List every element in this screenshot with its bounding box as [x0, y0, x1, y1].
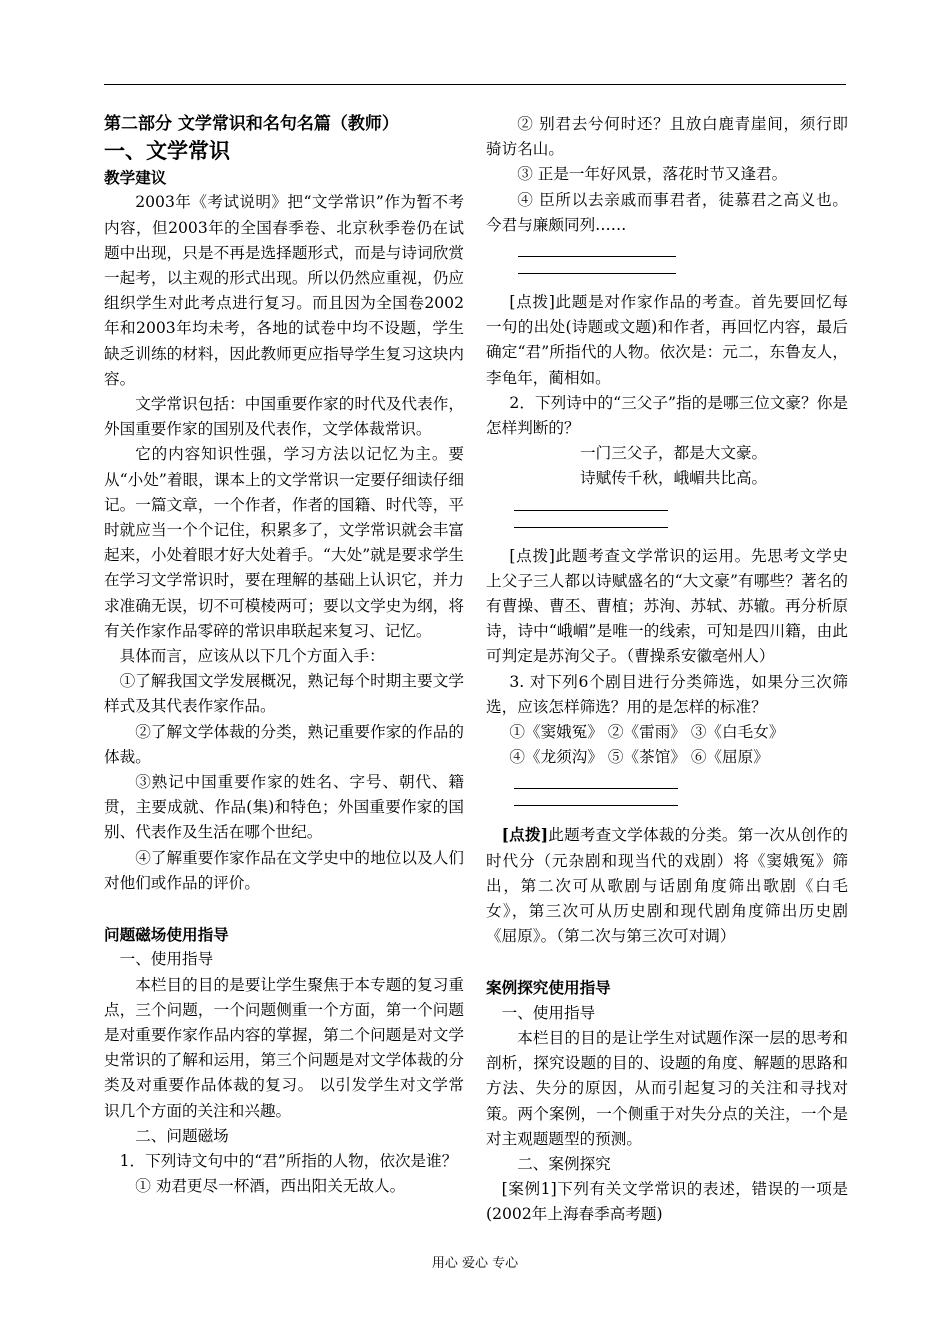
page-footer: 用心 爱心 专心 [431, 1256, 519, 1271]
question-item: ① 劝君更尽一杯酒，西出阳关无故人。 [135, 1177, 406, 1196]
left-column [104, 112, 464, 1199]
question-1: 1．下列诗文句中的“君”所指的人物，依次是谁？ [119, 1151, 458, 1170]
guide-heading: 问题磁场使用指导 [104, 925, 229, 945]
paragraph: 2003年《考试说明》把“文学常识”作为暂不考内容，但2003年的全国春季卷、北京秋季卷仍在试题中出现，只是不再是选择题形式，而是与诗词欣赏一起考，以主观的形式出现。所以仍然应重视，仍应组织学生对此考点进行复习。而且因为全国卷2002年和2003年均未考，各地的试卷中均不设题，学生缺乏训练的材料，因此教师更应指导学生复习这块内容。 [104, 193, 464, 388]
list-item: ④了解重要作家作品在文学史中的地位以及人们对他们或作品的评价。 [104, 848, 464, 892]
guide-subheading: 二、问题磁场 [135, 1126, 229, 1145]
question-item: ② 别君去兮何时还？且放白鹿青崖间，须行即骑访名山。 [486, 115, 848, 159]
header-rule [104, 84, 846, 85]
play-list: ④《龙须沟》 ⑤《茶馆》 ⑥《屈原》 [509, 748, 769, 767]
case-heading: 案例探究使用指导 [486, 978, 611, 998]
paragraph: 本栏目的目的是要让学生聚焦于本专题的复习重点，三个问题，一个问题侧重一个方面，第一个问题是对重要作家作品内容的掌握，第二个问题是对文学史常识的了解和运用，第三个问题是对文学体裁的分类及对重要作品体裁的复习。 以引发学生对文学常识几个方面的关注和兴趣。 [104, 975, 464, 1120]
play-list: ①《窦娥冤》 ②《雷雨》 ③《白毛女》 [509, 723, 785, 742]
question-item: ③ 正是一年好风景，落花时节又逢君。 [517, 165, 788, 184]
paragraph: 具体而言，应该从以下几个方面入手： [119, 647, 385, 666]
paragraph: 本栏目的目的是让学生对试题作深一层的思考和剖析，探究设题的目的、设题的角度、解题的思路和方法、失分的原因，从而引起复习的关注和寻找对策。两个案例，一个侧重于对失分点的关注，一个是对主观题题型的预测。 [486, 1028, 848, 1148]
paragraph: 文学常识包括：中国重要作家的时代及代表作，外国重要作家的国别及代表作，文学体裁常识。 [104, 395, 464, 439]
answer-blank [514, 805, 678, 806]
hint-text: 此题考查文学体裁的分类。第一次从创作的时代分（元杂剧和现当代的戏剧）将《窦娥冤》筛出，第二次可从歌剧与话剧角度筛出歌剧《白毛女》，第三次可从历史剧和现代剧角度筛出历史剧《屈原》。（第二次与第三次可对调） [486, 826, 848, 946]
case-1: [案例1]下列有关文学常识的表述，错误的一项是(2002年上海春季高考题) [486, 1180, 848, 1224]
case-subheading: 一、使用指导 [501, 1003, 596, 1022]
hint-paragraph [486, 822, 848, 949]
answer-blank [514, 510, 668, 511]
answer-blank [518, 256, 676, 257]
list-item: ①了解我国文学发展概况，熟记每个时期主要文学样式及其代表作家作品。 [104, 672, 464, 716]
answer-blank [514, 527, 668, 528]
teaching-heading: 教学建议 [104, 168, 167, 188]
list-item: ③熟记中国重要作家的姓名、字号、朝代、籍贯，主要成就、作品(集)和特色；外国重要作家的国别、代表作及生活在哪个世纪。 [104, 773, 464, 842]
poem-line: 诗赋传千秋，峨嵋共比高。 [580, 469, 768, 488]
paragraph: 它的内容知识性强，学习方法以记忆为主。要从“小处”着眼，课本上的文学常识一定要仔细读仔细记。一篇文章，一个作者，作者的国籍、时代等，平时就应当一个个记住，积累多了，文学常识就会丰富起来，小处着眼才好大处着手。“大处”就是要求学生在学习文学常识时，要在理解的基础上认识它，并力求准确无误，切不可模棱两可；要以文学史为纲，将有关作家作品零碎的常识串联起来复习、记忆。 [104, 445, 464, 640]
section-title: 一、文学常识 [104, 138, 230, 164]
poem-line: 一门三父子，都是大文豪。 [580, 444, 768, 463]
question-item: ④ 臣所以去亲戚而事君者，徒慕君之高义也。今君与廉颇同列…… [486, 190, 848, 234]
question-2: 2．下列诗中的“三父子”指的是哪三位文豪？你是怎样判断的？ [486, 393, 848, 438]
part-title: 第二部分 文学常识和名句名篇（教师） [104, 114, 399, 134]
hint-label: [点拨] [501, 825, 549, 845]
hint-paragraph: [点拨]此题是对作家作品的考查。首先要回忆每一句的出处(诗题或文题)和作者，再回忆内容，最后确定“君”所指代的人物。依次是：元二，东鲁友人，李龟年，蔺相如。 [486, 293, 848, 387]
list-item: ②了解文学体裁的分类，熟记重要作家的作品的体裁。 [104, 722, 464, 766]
hint-paragraph: [点拨]此题考查文学常识的运用。先思考文学史上父子三人都以诗赋盛名的“大文豪”有哪些？著名的有曹操、曹丕、曹植；苏洵、苏轼、苏辙。再分析原诗，诗中“峨嵋”是唯一的线索，可知是四川籍，由此可判定是苏洵父子。（曹操系安徽亳州人） [486, 546, 848, 666]
answer-blank [514, 788, 678, 789]
guide-subheading: 一、使用指导 [119, 950, 214, 969]
answer-blank [518, 273, 676, 274]
case-subheading: 二、案例探究 [517, 1154, 611, 1173]
question-3: 3. 对下列6个剧目进行分类筛选，如果分三次筛选，应该怎样筛选？用的是怎样的标准？ [486, 672, 848, 716]
right-column [486, 112, 848, 1228]
